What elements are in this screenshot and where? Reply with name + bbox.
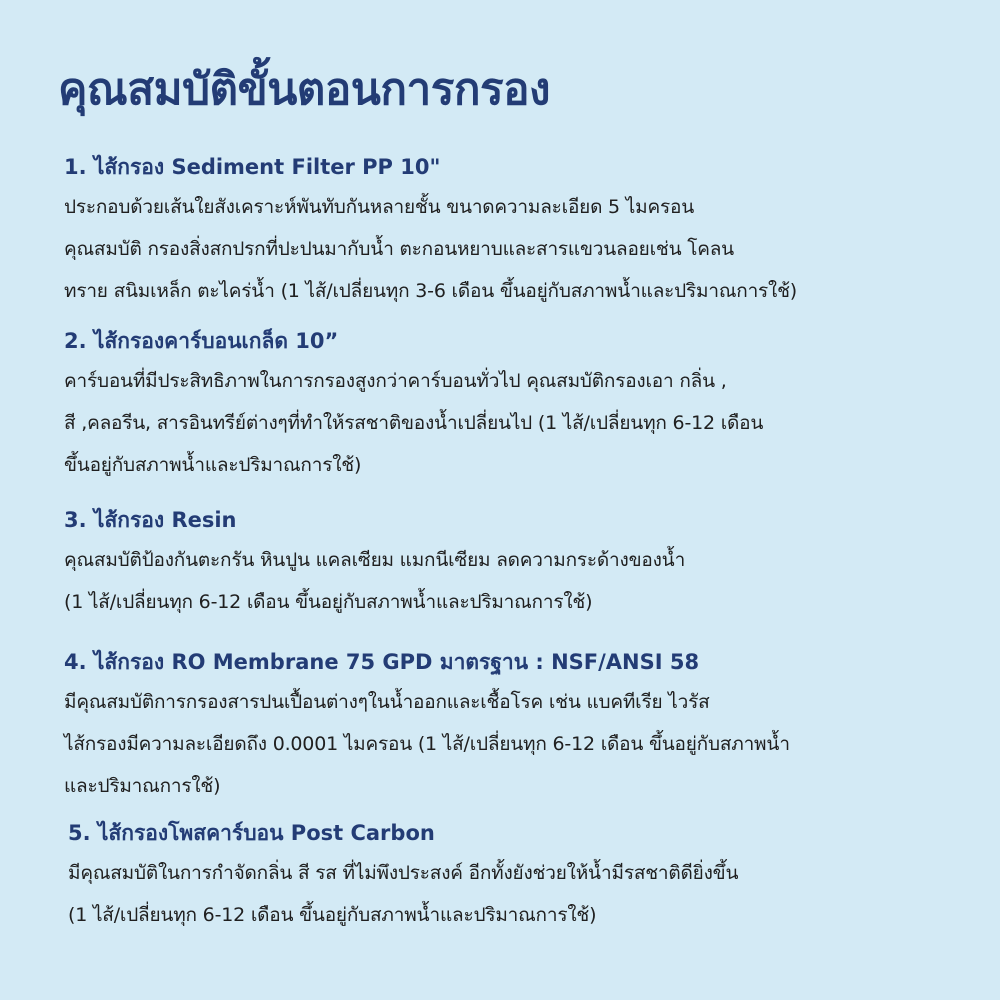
section-text-line: คาร์บอนที่มีประสิทธิภาพในการกรองสูงกว่าคาร์บอนทั่วไป คุณสมบัติกรองเอา กลิ่น , — [64, 370, 727, 392]
section-text-line: (1 ไส้/เปลี่ยนทุก 6-12 เดือน ขึ้นอยู่กับสภาพน้ำและปริมาณการใช้) — [64, 591, 593, 613]
section-text-line: และปริมาณการใช้) — [64, 775, 221, 797]
section-text-line: ไส้กรองมีความละเอียดถึง 0.0001 ไมครอน (1 ไส้/เปลี่ยนทุก 6-12 เดือน ขึ้นอยู่กับสภาพน้ำ — [64, 733, 790, 755]
section-text-line: คุณสมบัติป้องกันตะกรัน หินปูน แคลเซียม แมกนีเซียม ลดความกระด้างของน้ำ — [64, 549, 686, 571]
page-title: คุณสมบัติขั้นตอนการกรอง — [58, 64, 551, 115]
section-text-line: มีคุณสมบัติในการกำจัดกลิ่น สี รส ที่ไม่พึงประสงค์ อีกทั้งยังช่วยให้น้ำมีรสชาติดียิ่งขึ้น — [68, 862, 739, 884]
section-sediment-filter — [64, 152, 944, 312]
section-heading: 4. ไส้กรอง RO Membrane 75 GPD มาตรฐาน : NSF/ANSI 58 — [64, 650, 700, 674]
section-ro-membrane — [64, 647, 944, 807]
section-text-line: สี ,คลอรีน, สารอินทรีย์ต่างๆที่ทำให้รสชาติของน้ำเปลี่ยนไป (1 ไส้/เปลี่ยนทุก 6-12 เดือน — [64, 412, 764, 434]
section-text-line: คุณสมบัติ กรองสิ่งสกปรกที่ปะปนมากับน้ำ ตะกอนหยาบและสารแขวนลอยเช่น โคลน — [64, 238, 734, 260]
section-carbon-block — [64, 326, 944, 486]
section-post-carbon — [68, 818, 948, 936]
section-heading: 2. ไส้กรองคาร์บอนเกล็ด 10” — [64, 329, 339, 353]
section-text-line: (1 ไส้/เปลี่ยนทุก 6-12 เดือน ขึ้นอยู่กับสภาพน้ำและปริมาณการใช้) — [68, 904, 597, 926]
section-text-line: ประกอบด้วยเส้นใยสังเคราะห์พันทับกันหลายชั้น ขนาดความละเอียด 5 ไมครอน — [64, 196, 694, 218]
section-text-line: ขึ้นอยู่กับสภาพน้ำและปริมาณการใช้) — [64, 454, 362, 476]
section-heading: 5. ไส้กรองโพสคาร์บอน Post Carbon — [68, 821, 435, 845]
section-text-line: ทราย สนิมเหล็ก ตะไคร่น้ำ (1 ไส้/เปลี่ยนทุก 3-6 เดือน ขึ้นอยู่กับสภาพน้ำและปริมาณการใช้) — [64, 280, 798, 302]
section-text-line: มีคุณสมบัติการกรองสารปนเปื้อนต่างๆในน้ำออกและเชื้อโรค เช่น แบคทีเรีย ไวรัส — [64, 691, 710, 713]
section-heading: 3. ไส้กรอง Resin — [64, 508, 237, 532]
section-resin — [64, 505, 944, 623]
section-heading: 1. ไส้กรอง Sediment Filter PP 10" — [64, 155, 441, 179]
